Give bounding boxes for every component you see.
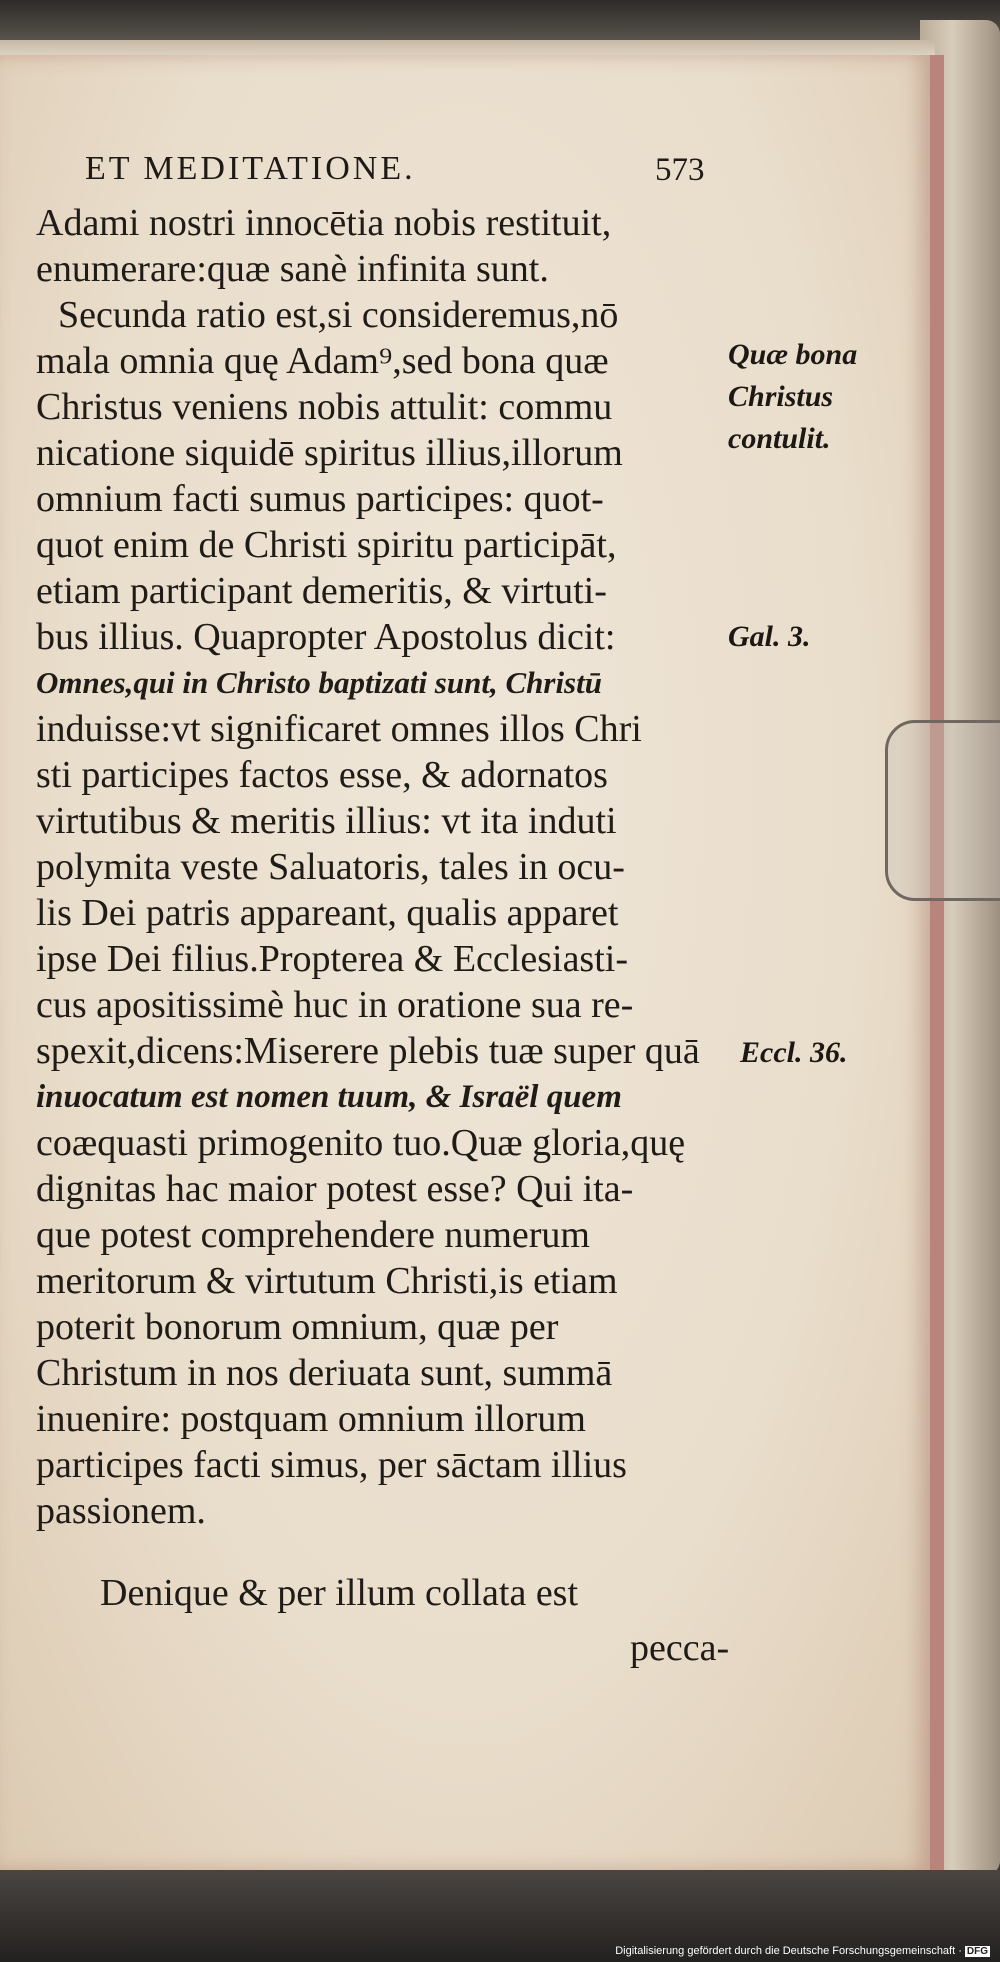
text-line: coæquasti primogenito tuo.Quæ gloria,quę <box>36 1122 686 1164</box>
text-line: quot enim de Christi spiritu participāt, <box>36 524 617 566</box>
text-line: Christum in nos deriuata sunt, summā <box>36 1352 613 1394</box>
dfg-logo: DFG <box>966 1946 988 1957</box>
digitization-credit <box>615 1945 990 1957</box>
text-line: cus apositissimè huc in oratione sua re- <box>36 984 634 1026</box>
margin-note: Eccl. 36. <box>740 1036 848 1069</box>
text-line: dignitas hac maior potest esse? Qui ita- <box>36 1168 634 1210</box>
text-line: mala omnia quę Adam⁹,sed bona quæ <box>36 340 609 382</box>
text-line-italic: inuocatum est nomen tuum, & Israël quem <box>36 1079 622 1115</box>
text-line: bus illius. Quapropter Apostolus dicit: <box>36 616 616 658</box>
scan-bottom-background <box>0 1870 1000 1962</box>
text-line: lis Dei patris appareant, qualis apparet <box>36 892 619 934</box>
text-line: nicatione siquidē spiritus illius,illorum <box>36 432 623 474</box>
text-line: participes facti simus, per sāctam illius <box>36 1444 627 1486</box>
catchword: pecca- <box>630 1627 730 1669</box>
margin-note: Christus <box>728 380 834 413</box>
text-line: etiam participant demeritis, & virtuti- <box>36 570 607 612</box>
running-title: ET MEDITATIONE. <box>85 150 416 187</box>
text-line: poterit bonorum omnium, quæ per <box>36 1306 559 1348</box>
text-line: enumerare:quæ sanè infinita sunt. <box>36 248 549 290</box>
text-line: induisse:vt significaret omnes illos Chri <box>36 708 642 750</box>
text-line: ipse Dei filius.Propterea & Ecclesiasti- <box>36 938 628 980</box>
margin-note: contulit. <box>728 422 831 455</box>
text-line: virtutibus & meritis illius: vt ita induti <box>36 800 617 842</box>
margin-note: Gal. 3. <box>728 620 811 653</box>
text-line-italic: Omnes,qui in Christo baptizati sunt, Christū <box>36 665 602 700</box>
text-line: Adami nostri innocētia nobis restituit, <box>36 202 612 244</box>
text-line: meritorum & virtutum Christi,is etiam <box>36 1260 618 1302</box>
text-line: Denique & per illum collata est <box>100 1572 579 1614</box>
book-clasp <box>885 720 1000 901</box>
text-line: que potest comprehendere numerum <box>36 1214 590 1256</box>
text-line: Secunda ratio est,si consideremus,nō <box>58 294 619 336</box>
text-line: Christus veniens nobis attulit: commu <box>36 386 613 428</box>
text-line: omnium facti sumus participes: quot- <box>36 478 604 520</box>
text-line: passionem. <box>36 1490 206 1532</box>
margin-note: Quæ bona <box>728 338 858 371</box>
text-line: inuenire: postquam omnium illorum <box>36 1398 586 1440</box>
text-line: polymita veste Saluatoris, tales in ocu- <box>36 846 625 888</box>
text-line: sti participes factos esse, & adornatos <box>36 754 608 796</box>
credit-text: Digitalisierung gefördert durch die Deutsche Forschungsgemeinschaft · <box>615 1945 962 1957</box>
page-number: 573 <box>655 152 705 188</box>
text-line: spexit,dicens:Miserere plebis tuæ super quā <box>36 1030 700 1072</box>
